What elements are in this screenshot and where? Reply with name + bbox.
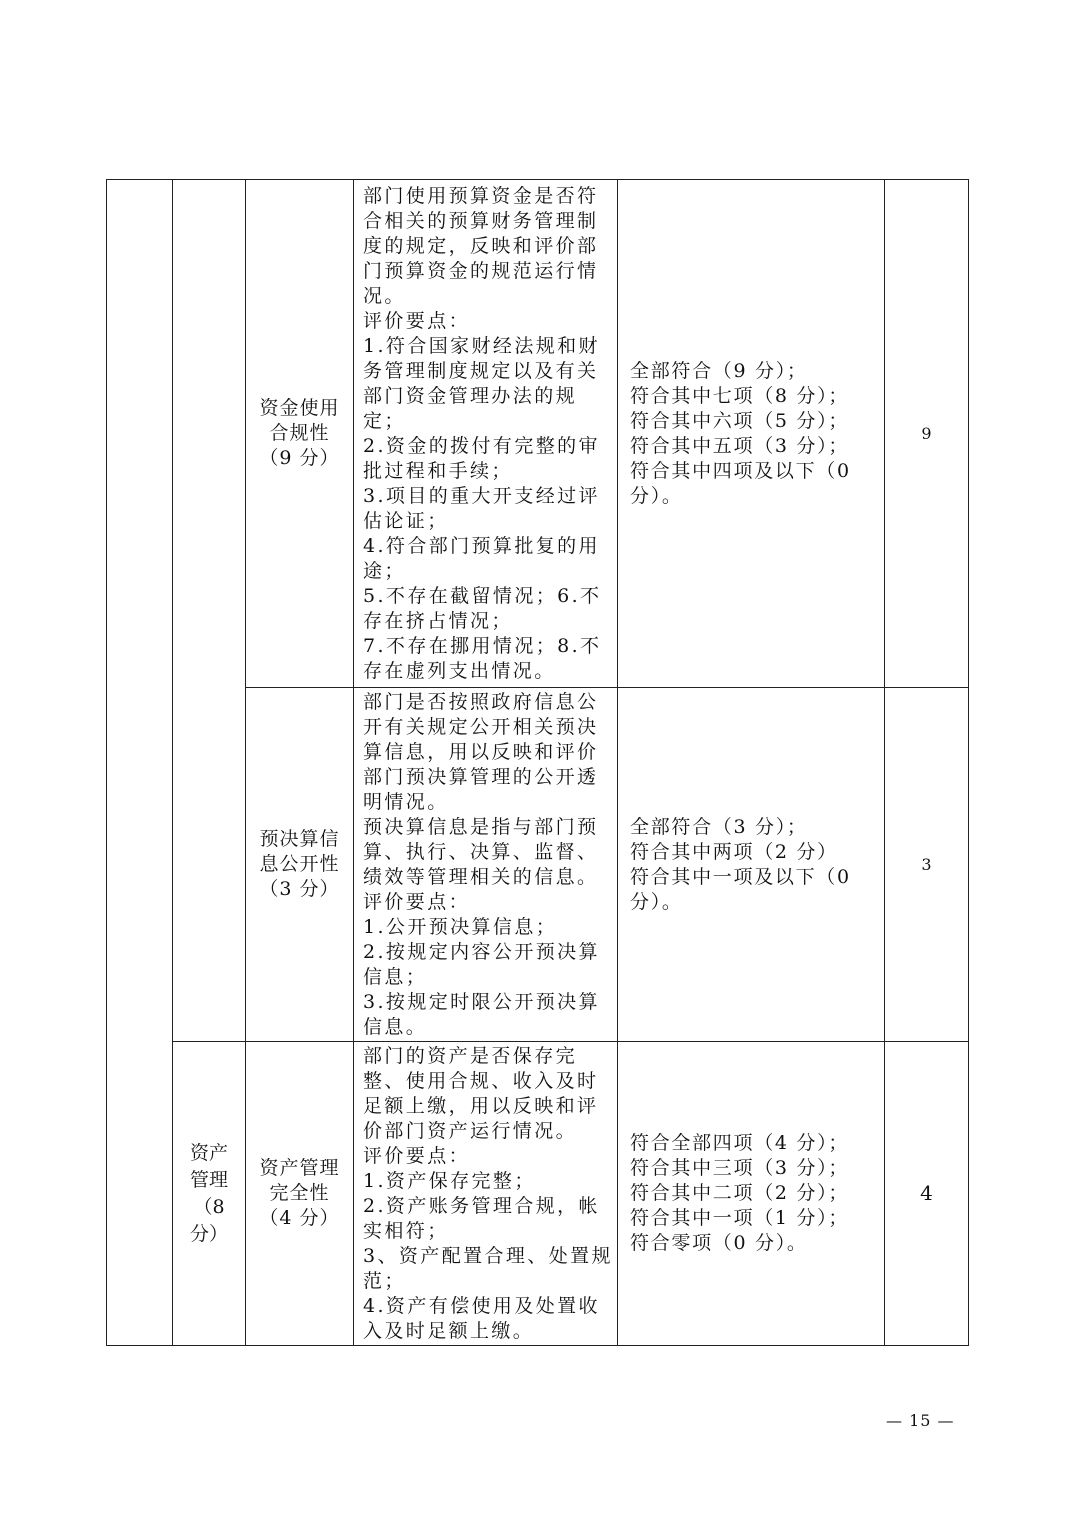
standard-line: 符合其中六项（5 分）；	[630, 409, 850, 432]
standard-line: 符合其中五项（3 分）；	[630, 434, 850, 457]
indicator-line: 资金使用	[259, 397, 340, 419]
category-line: （8	[193, 1195, 225, 1218]
category-line: 资产	[189, 1141, 228, 1164]
description-line: 评价要点：	[363, 1144, 471, 1167]
description-cell	[354, 1042, 618, 1346]
description-line: 1.公开预决算信息；	[363, 915, 558, 938]
description-line: 部门是否按照政府信息公开有关规定公开相关预决算信息，用以反映和评价部门预决算管理的公开透明情况。	[363, 690, 599, 813]
standard-cell	[618, 688, 885, 1042]
description-line: 1.资产保存完整；	[363, 1169, 536, 1192]
standard-line: 符合全部四项（4 分）；	[630, 1132, 850, 1154]
standard-line: 符合零项（0 分）。	[630, 1232, 808, 1254]
description-line: 5.不存在截留情况；6.不存在挤占情况；	[363, 584, 602, 632]
score-value: 4	[920, 1180, 933, 1205]
indicator-line: （9 分）	[259, 447, 340, 469]
standard-line: 符合其中一项（1 分）；	[630, 1207, 850, 1229]
description-line: 部门使用预算资金是否符合相关的预算财务管理制度的规定，反映和评价部门预算资金的规范运行情况。	[363, 184, 599, 307]
description-line: 2.资金的拨付有完整的审批过程和手续；	[363, 434, 600, 482]
description-cell	[354, 688, 618, 1042]
standard-line: 全部符合（9 分）；	[630, 359, 808, 382]
description-line: 2.按规定内容公开预决算信息；	[363, 940, 600, 988]
description-line: 预决算信息是指与部门预算、执行、决算、监督、绩效等管理相关的信息。	[363, 815, 599, 888]
description-line: 4.资产有偿使用及处置收入及时足额上缴。	[363, 1294, 600, 1342]
standard-line: 分）。	[630, 484, 683, 507]
standard-cell	[618, 180, 885, 688]
indicator-cell	[246, 180, 354, 688]
score-value: 9	[921, 424, 932, 443]
category-cell	[173, 1042, 246, 1346]
description-line: 2.资产账务管理合规，帐实相符；	[363, 1194, 600, 1242]
indicator-line: （4 分）	[259, 1207, 340, 1229]
description-line: 3、资产配置合理、处置规范；	[363, 1244, 613, 1292]
score-cell	[885, 688, 969, 1042]
description-line: 评价要点：	[363, 890, 471, 913]
score-cell	[885, 180, 969, 688]
indicator-line: 息公开性	[259, 853, 340, 875]
description-line: 3.项目的重大开支经过评估论证；	[363, 484, 600, 532]
indicator-line: （3 分）	[259, 878, 340, 900]
table-row	[107, 180, 969, 688]
page-number: — 15 —	[886, 1411, 955, 1430]
standard-cell	[618, 1042, 885, 1346]
indicator-cell	[246, 1042, 354, 1346]
standard-line: 符合其中一项及以下（0	[630, 865, 851, 888]
category-line: 管理	[189, 1168, 228, 1191]
standard-line: 符合其中三项（3 分）；	[630, 1157, 850, 1179]
indicator-line: 合规性	[269, 422, 330, 444]
category-cell	[173, 180, 246, 1042]
description-line: 部门的资产是否保存完整、使用合规、收入及时足额上缴，用以反映和评价部门资产运行情况。	[363, 1044, 599, 1142]
standard-line: 全部符合（3 分）；	[630, 815, 808, 838]
standard-line: 符合其中七项（8 分）；	[630, 384, 850, 407]
score-cell	[885, 1042, 969, 1346]
table-row	[107, 1042, 969, 1346]
standard-line: 符合其中两项（2 分）	[630, 840, 838, 863]
category-line: 分）	[189, 1222, 228, 1245]
description-line: 4.符合部门预算批复的用途；	[363, 534, 600, 582]
standard-line: 符合其中四项及以下（0	[630, 459, 851, 482]
first-level-indicator-cell	[107, 180, 173, 1346]
standard-line: 分）。	[630, 890, 683, 913]
description-line: 评价要点：	[363, 309, 471, 332]
indicator-cell	[246, 688, 354, 1042]
description-line: 7.不存在挪用情况；8.不存在虚列支出情况。	[363, 634, 602, 682]
indicator-line: 资产管理	[259, 1157, 340, 1179]
standard-line: 符合其中二项（2 分）；	[630, 1182, 850, 1204]
description-line: 1.符合国家财经法规和财务管理制度规定以及有关部门资金管理办法的规定；	[363, 334, 600, 432]
score-value: 3	[921, 855, 932, 874]
evaluation-table	[106, 179, 969, 1346]
indicator-line: 完全性	[269, 1182, 330, 1204]
description-cell	[354, 180, 618, 688]
indicator-line: 预决算信	[259, 828, 340, 850]
description-line: 3.按规定时限公开预决算信息。	[363, 990, 600, 1038]
